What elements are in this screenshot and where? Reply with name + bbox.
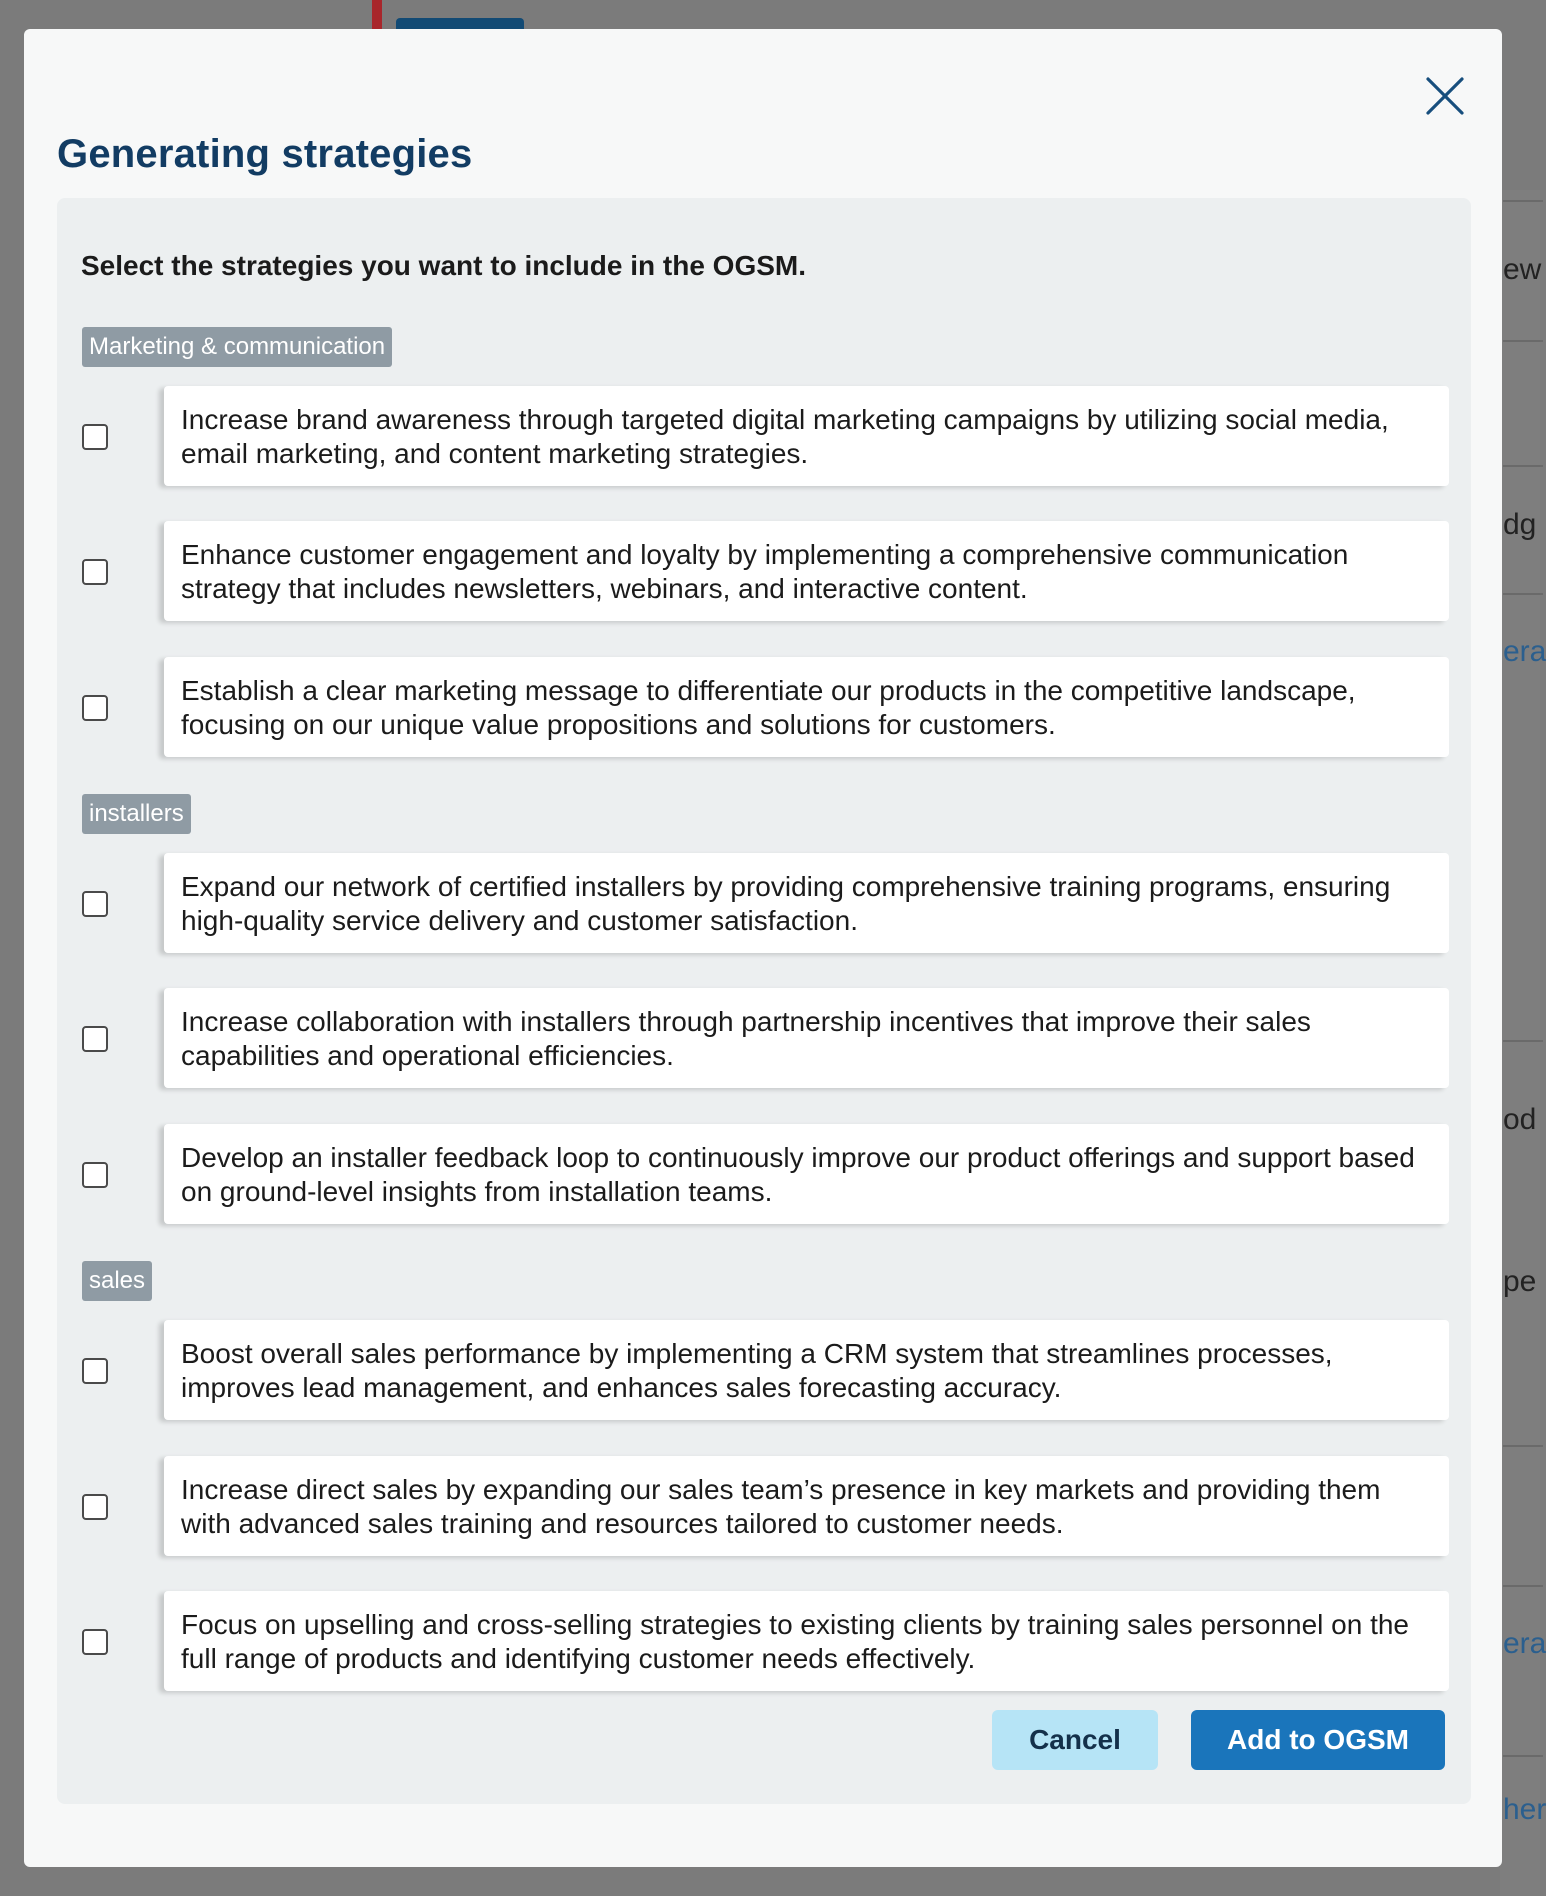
background-divider	[1503, 593, 1543, 595]
close-button[interactable]	[1414, 65, 1476, 127]
strategy-card[interactable]: Develop an installer feedback loop to continuously improve our product offerings and support based on ground-level insights from installation teams.	[164, 1124, 1449, 1224]
strategies-panel	[57, 198, 1471, 1804]
background-divider	[1503, 1585, 1543, 1587]
background-link: era	[1503, 635, 1546, 668]
cancel-button[interactable]: Cancel	[992, 1710, 1158, 1770]
strategy-item	[82, 853, 1449, 953]
strategy-checkbox[interactable]	[82, 1026, 108, 1052]
strategy-item	[82, 988, 1449, 1088]
background-text: dg	[1503, 508, 1537, 541]
strategy-checkbox[interactable]	[82, 559, 108, 585]
close-icon	[1425, 76, 1465, 116]
strategy-item	[82, 1591, 1449, 1691]
category-badge: installers	[82, 794, 191, 834]
generating-strategies-dialog	[24, 29, 1502, 1867]
background-divider	[1503, 1445, 1543, 1447]
category-badge: sales	[82, 1261, 152, 1301]
background-text: pe	[1503, 1265, 1537, 1298]
strategy-card[interactable]: Focus on upselling and cross-selling strategies to existing clients by training sales personnel on the full range of products and identifying customer needs effectively.	[164, 1591, 1449, 1691]
strategy-checkbox[interactable]	[82, 695, 108, 721]
strategy-item	[82, 1320, 1449, 1420]
strategy-card[interactable]: Establish a clear marketing message to differentiate our products in the competitive landscape, focusing on our unique value propositions and solutions for customers.	[164, 657, 1449, 757]
background-divider	[1503, 340, 1543, 342]
strategy-card[interactable]: Expand our network of certified installers by providing comprehensive training programs, ensuring high-quality service delivery and customer satisfaction.	[164, 853, 1449, 953]
strategy-card[interactable]: Increase direct sales by expanding our sales team’s presence in key markets and providing them with advanced sales training and resources tailored to customer needs.	[164, 1456, 1449, 1556]
background-divider	[1503, 1755, 1543, 1757]
strategy-item	[82, 1456, 1449, 1556]
category-badge: Marketing & communication	[82, 327, 392, 367]
strategy-checkbox[interactable]	[82, 891, 108, 917]
add-to-ogsm-button[interactable]: Add to OGSM	[1191, 1710, 1445, 1770]
strategy-card[interactable]: Increase brand awareness through targeted digital marketing campaigns by utilizing social media, email marketing, and content marketing strategies.	[164, 386, 1449, 486]
strategy-item	[82, 1124, 1449, 1224]
dialog-title: Generating strategies	[57, 132, 473, 176]
background-divider	[1503, 200, 1543, 202]
strategy-checkbox[interactable]	[82, 1629, 108, 1655]
background-text: od	[1503, 1103, 1537, 1136]
strategy-item	[82, 521, 1449, 621]
strategy-checkbox[interactable]	[82, 1358, 108, 1384]
strategy-card[interactable]: Boost overall sales performance by implementing a CRM system that streamlines processes, improves lead management, and enhances sales forecasting accuracy.	[164, 1320, 1449, 1420]
strategy-card[interactable]: Enhance customer engagement and loyalty by implementing a comprehensive communication strategy that includes newsletters, webinars, and interactive content.	[164, 521, 1449, 621]
instruction-text: Select the strategies you want to include in the OGSM.	[81, 250, 807, 281]
strategy-item	[82, 657, 1449, 757]
strategy-checkbox[interactable]	[82, 1162, 108, 1188]
background-link: her	[1503, 1793, 1546, 1826]
strategy-card[interactable]: Increase collaboration with installers through partnership incentives that improve their sales capabilities and operational efficiencies.	[164, 988, 1449, 1088]
background-link: era	[1503, 1627, 1546, 1660]
strategy-checkbox[interactable]	[82, 1494, 108, 1520]
background-divider	[1503, 1040, 1543, 1042]
background-divider	[1503, 465, 1543, 467]
strategy-item	[82, 386, 1449, 486]
background-accent-bar	[372, 0, 382, 30]
strategy-checkbox[interactable]	[82, 424, 108, 450]
background-text: ew	[1503, 253, 1542, 286]
